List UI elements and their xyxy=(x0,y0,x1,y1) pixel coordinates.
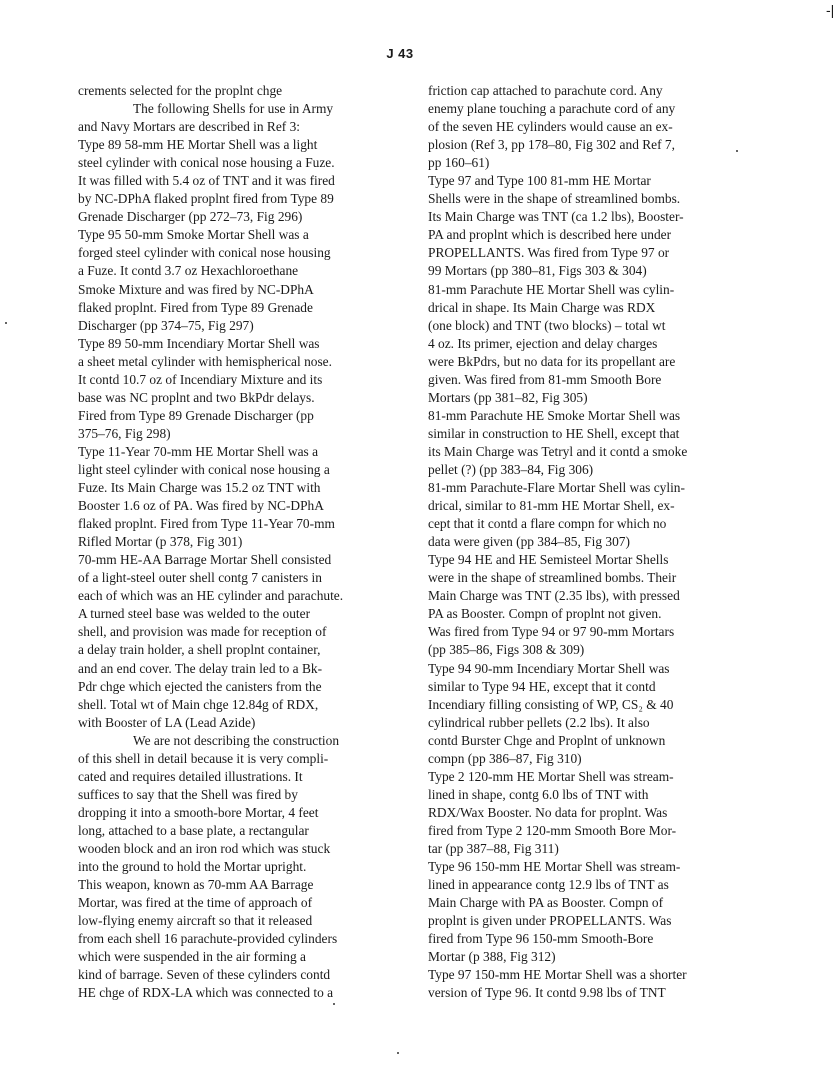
text-line: PA as Booster. Compn of proplnt not given. xyxy=(428,606,662,622)
text-line: Mortars (pp 381–82, Fig 305) xyxy=(428,389,588,405)
text-line: enemy plane touching a parachute cord of any xyxy=(428,101,676,117)
text-line: Fuze. Its Main Charge was 15.2 oz TNT with xyxy=(78,480,321,496)
text-line: cated and requires detailed illustrations. It xyxy=(78,768,303,784)
text-line: pp 160–61) xyxy=(428,155,490,171)
text-line: 81-mm Parachute HE Smoke Mortar Shell was xyxy=(428,407,681,423)
text-line: The following Shells for use in Army xyxy=(133,101,334,117)
scan-speck xyxy=(736,150,738,152)
text-line: fired from Type 96 150-mm Smooth-Bore xyxy=(428,931,654,947)
text-line: a delay train holder, a shell proplnt container, xyxy=(78,642,321,658)
text-line: This weapon, known as 70-mm AA Barrage xyxy=(78,877,314,893)
text-line: its Main Charge was Tetryl and it contd a smoke xyxy=(428,443,688,459)
text-line: Type 97 150-mm HE Mortar Shell was a shorter xyxy=(428,967,687,983)
text-line: tar (pp 387–88, Fig 311) xyxy=(428,840,559,856)
left-column xyxy=(78,82,408,1002)
text-line: Main Charge with PA as Booster. Compn of xyxy=(428,895,664,911)
text-line: Smoke Mixture and was fired by NC-DPhA xyxy=(78,281,314,297)
text-line: into the ground to hold the Mortar upright. xyxy=(78,859,307,875)
text-line: Type 97 and Type 100 81-mm HE Mortar xyxy=(428,173,651,189)
text-line: shell. Total wt of Main chge 12.84g of RDX, xyxy=(78,696,319,712)
text-line: and Navy Mortars are described in Ref 3: xyxy=(78,119,300,135)
text-line: A turned steel base was welded to the outer xyxy=(78,606,311,622)
text-line: with Booster of LA (Lead Azide) xyxy=(78,714,256,730)
text-line: Rifled Mortar (p 378, Fig 301) xyxy=(78,534,243,550)
text-line: Type 2 120-mm HE Mortar Shell was stream- xyxy=(428,768,674,784)
text-line: drical, similar to 81-mm HE Mortar Shell, ex- xyxy=(428,498,675,514)
text-line: Mortar, was fired at the time of approach of xyxy=(78,895,313,911)
text-line: each of which was an HE cylinder and parachute. xyxy=(78,588,344,604)
scan-speck xyxy=(333,1003,335,1005)
text-line: Discharger (pp 374–75, Fig 297) xyxy=(78,317,254,333)
text-line: It was filled with 5.4 oz of TNT and it was fired xyxy=(78,173,335,189)
text-line: cept that it contd a flare compn for which no xyxy=(428,516,667,532)
text-line: Mortar (p 388, Fig 312) xyxy=(428,949,556,965)
text-line: a Fuze. It contd 3.7 oz Hexachloroethane xyxy=(78,263,299,279)
text-line: data were given (pp 384–85, Fig 307) xyxy=(428,534,630,550)
scan-speck xyxy=(397,1052,399,1054)
text-line: (pp 385–86, Figs 308 & 309) xyxy=(428,642,585,658)
text-line: We are not describing the construction xyxy=(133,732,340,748)
text-line: given. Was fired from 81-mm Smooth Bore xyxy=(428,371,662,387)
text-line: Type 95 50-mm Smoke Mortar Shell was a xyxy=(78,227,309,243)
text-line: steel cylinder with conical nose housing a Fuze. xyxy=(78,155,335,171)
text-line: were in the shape of streamlined bombs. Their xyxy=(428,570,677,586)
text-line: similar to Type 94 HE, except that it contd xyxy=(428,678,656,694)
text-line: 81-mm Parachute-Flare Mortar Shell was cylin- xyxy=(428,480,685,496)
text-line: fired from Type 2 120-mm Smooth Bore Mor- xyxy=(428,822,677,838)
text-line: PA and proplnt which is described here under xyxy=(428,227,672,243)
text-line: (one block) and TNT (two blocks) – total wt xyxy=(428,317,666,333)
text-line: shell, and provision was made for reception of xyxy=(78,624,327,640)
text-line: Main Charge was TNT (2.35 lbs), with pressed xyxy=(428,588,680,604)
text-line: long, attached to a base plate, a rectangular xyxy=(78,822,309,838)
text-line: flaked proplnt. Fired from Type 89 Grenade xyxy=(78,299,313,315)
text-line: 70-mm HE-AA Barrage Mortar Shell consisted xyxy=(78,552,332,568)
scan-speck xyxy=(5,322,7,324)
text-line: flaked proplnt. Fired from Type 11-Year 70-mm xyxy=(78,516,335,532)
text-line: and an end cover. The delay train led to a Bk- xyxy=(78,660,323,676)
text-line: wooden block and an iron rod which was stuck xyxy=(78,840,331,856)
text-line: version of Type 96. It contd 9.98 lbs of TNT xyxy=(428,985,666,1001)
text-line: Type 96 150-mm HE Mortar Shell was stream- xyxy=(428,859,681,875)
text-line: from each shell 16 parachute-provided cylinders xyxy=(78,931,338,947)
text-line: lined in appearance contg 12.9 lbs of TNT as xyxy=(428,877,669,893)
text-line: plosion (Ref 3, pp 178–80, Fig 302 and Ref 7, xyxy=(428,137,675,153)
text-line: PROPELLANTS. Was fired from Type 97 or xyxy=(428,245,670,261)
text-line: of this shell in detail because it is very compli- xyxy=(78,750,329,766)
text-line: pellet (?) (pp 383–84, Fig 306) xyxy=(428,461,594,477)
text-line: crements selected for the proplnt chge xyxy=(78,83,283,98)
text-line: Its Main Charge was TNT (ca 1.2 lbs), Booster- xyxy=(428,209,684,225)
text-line: It contd 10.7 oz of Incendiary Mixture and its xyxy=(78,371,323,387)
text-line: compn (pp 386–87, Fig 310) xyxy=(428,750,582,766)
text-line: Type 89 50-mm Incendiary Mortar Shell was xyxy=(78,335,320,351)
text-line: Type 11-Year 70-mm HE Mortar Shell was a xyxy=(78,443,319,459)
page-number: J 43 xyxy=(386,46,414,61)
text-line: cylindrical rubber pellets (2.2 lbs). It also xyxy=(428,714,650,730)
text-line: friction cap attached to parachute cord. Any xyxy=(428,83,663,98)
text-line: RDX/Wax Booster. No data for proplnt. Was xyxy=(428,804,668,820)
text-line: Type 94 HE and HE Semisteel Mortar Shells xyxy=(428,552,669,568)
right-column xyxy=(428,82,758,1002)
text-line: a sheet metal cylinder with hemispherical nose. xyxy=(78,353,332,369)
text-line: of a light-steel outer shell contg 7 canisters in xyxy=(78,570,322,586)
text-line: low-flying enemy aircraft so that it released xyxy=(78,913,313,929)
text-line: contd Burster Chge and Proplnt of unknown xyxy=(428,732,666,748)
text-line: of the seven HE cylinders would cause an ex- xyxy=(428,119,673,135)
text-line: Incendiary filling consisting of WP, CS₂ & 40 xyxy=(428,696,674,712)
text-line: by NC-DPhA flaked proplnt fired from Type 89 xyxy=(78,191,334,207)
corner-mark: -| xyxy=(826,2,835,18)
text-line: which were suspended in the air forming a xyxy=(78,949,306,965)
text-line: 375–76, Fig 298) xyxy=(78,425,171,441)
text-line: Fired from Type 89 Grenade Discharger (pp xyxy=(78,407,314,423)
text-line: lined in shape, contg 6.0 lbs of TNT with xyxy=(428,786,649,802)
text-line: base was NC proplnt and two BkPdr delays. xyxy=(78,389,315,405)
text-line: drical in shape. Its Main Charge was RDX xyxy=(428,299,656,315)
text-line: Type 94 90-mm Incendiary Mortar Shell was xyxy=(428,660,670,676)
text-line: light steel cylinder with conical nose housing a xyxy=(78,461,330,477)
text-line: similar in construction to HE Shell, except that xyxy=(428,425,680,441)
text-line: 4 oz. Its primer, ejection and delay charges xyxy=(428,335,658,351)
text-line: Grenade Discharger (pp 272–73, Fig 296) xyxy=(78,209,303,225)
text-line: proplnt is given under PROPELLANTS. Was xyxy=(428,913,672,929)
text-line: 81-mm Parachute HE Mortar Shell was cylin- xyxy=(428,281,675,297)
text-line: HE chge of RDX-LA which was connected to a xyxy=(78,985,334,1001)
text-line: Type 89 58-mm HE Mortar Shell was a light xyxy=(78,137,318,153)
text-line: Shells were in the shape of streamlined bombs. xyxy=(428,191,681,207)
text-line: Was fired from Type 94 or 97 90-mm Mortars xyxy=(428,624,675,640)
text-line: were BkPdrs, but no data for its propellant are xyxy=(428,353,676,369)
text-line: kind of barrage. Seven of these cylinders contd xyxy=(78,967,331,983)
text-line: suffices to say that the Shell was fired by xyxy=(78,786,298,802)
text-line: Booster 1.6 oz of PA. Was fired by NC-DPhA xyxy=(78,498,324,514)
text-line: 99 Mortars (pp 380–81, Figs 303 & 304) xyxy=(428,263,647,279)
text-line: Pdr chge which ejected the canisters from the xyxy=(78,678,322,694)
text-line: forged steel cylinder with conical nose housing xyxy=(78,245,331,261)
text-line: dropping it into a smooth-bore Mortar, 4 feet xyxy=(78,804,319,820)
